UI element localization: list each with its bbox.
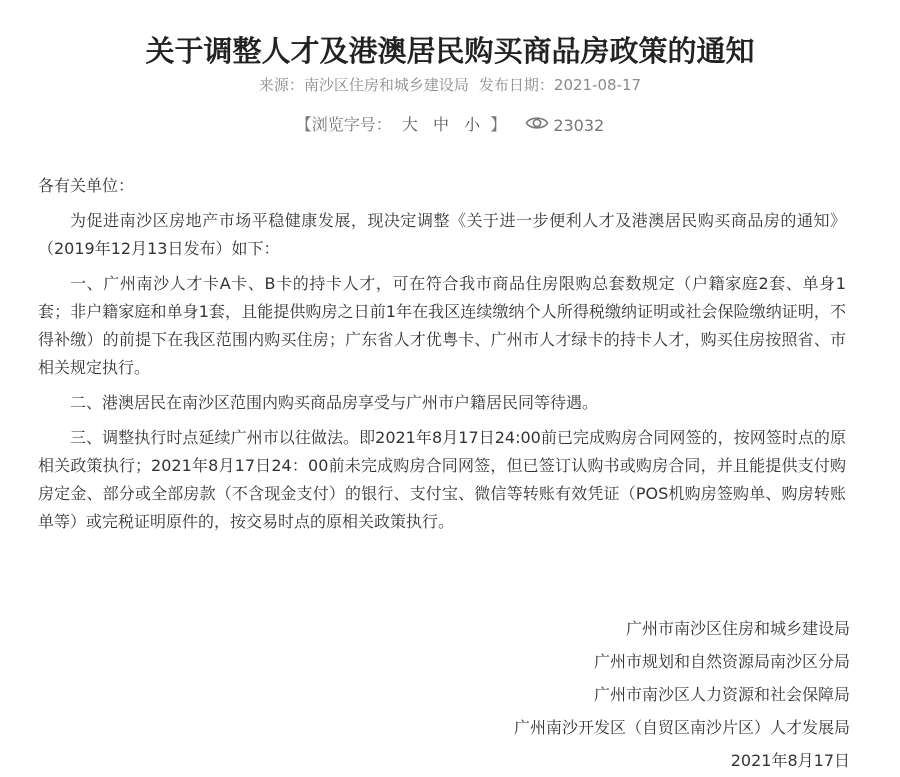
view-counter [525,114,604,138]
publish-date-value: 2021-08-17 [553,76,642,94]
signature-org-planning: 广州市规划和自然资源局南沙区分局 [593,652,850,671]
signature-org-talent: 广州南沙开发区（自贸区南沙片区）人才发展局 [513,718,850,737]
signature-org-housing: 广州市南沙区住房和城乡建设局 [625,619,850,638]
font-size-suffix: 】 [490,115,507,134]
view-count: 23032 [553,115,605,135]
item-one-paragraph: 一、广州南沙人才卡A卡、B卡的持卡人才，可在符合我市商品住房限购总套数规定（户籍家庭2套、单身1套；非户籍家庭和单身1套，且能提供购房之日前1年在我区连续缴纳个人所得税缴纳证明或社会保险缴纳证明，不得补缴）的前提下在我区范围内购买住房；广东省人才优粤卡、广州市人才绿卡的持卡人才，购买住房按照省、市相关规定执行。 [38,274,846,377]
signature-org-hr: 广州市南沙区人力资源和社会保障局 [593,685,850,704]
font-size-small-button[interactable]: 小 [464,115,481,134]
source-value: 南沙区住房和城乡建设局 [303,76,469,94]
page-title: 关于调整人才及港澳居民购买商品房政策的通知 [145,34,755,69]
article-body [38,172,846,543]
item-two-paragraph: 二、港澳居民在南沙区范围内购买商品房享受与广州市户籍居民同等待遇。 [70,393,599,412]
eye-icon [525,114,553,138]
publish-date-label: 发布日期： [478,76,554,94]
item-three-paragraph: 三、调整执行时点延续广州市以往做法。即2021年8月17日24:00前已完成购房合同网签的，按网签时点的原相关政策执行；2021年8月17日24：00前未完成购房合同网签，但已签订认购书或购房合同，并且能提供支付购房定金、部分或全部房款（不含现金支付）的银行、支付宝、微信等转账有效凭证（POS机购房签购单、购房转账单等）或完税证明原件的，按交易时点的原相关政策执行。 [38,428,846,531]
font-size-medium-button[interactable]: 中 [432,115,449,134]
signature-date: 2021年8月17日 [730,751,850,770]
font-size-large-button[interactable]: 大 [401,115,418,134]
signature-block [514,612,850,777]
font-size-prefix: 【浏览字号： [295,115,392,134]
browse-toolbar [0,113,900,138]
intro-paragraph: 为促进南沙区房地产市场平稳健康发展，现决定调整《关于进一步便利人才及港澳居民购买商品房的通知》（2019年12月13日发布）如下： [38,211,846,258]
article-meta [0,74,900,96]
source-label: 来源： [258,76,304,94]
salutation: 各有关单位： [38,176,135,195]
